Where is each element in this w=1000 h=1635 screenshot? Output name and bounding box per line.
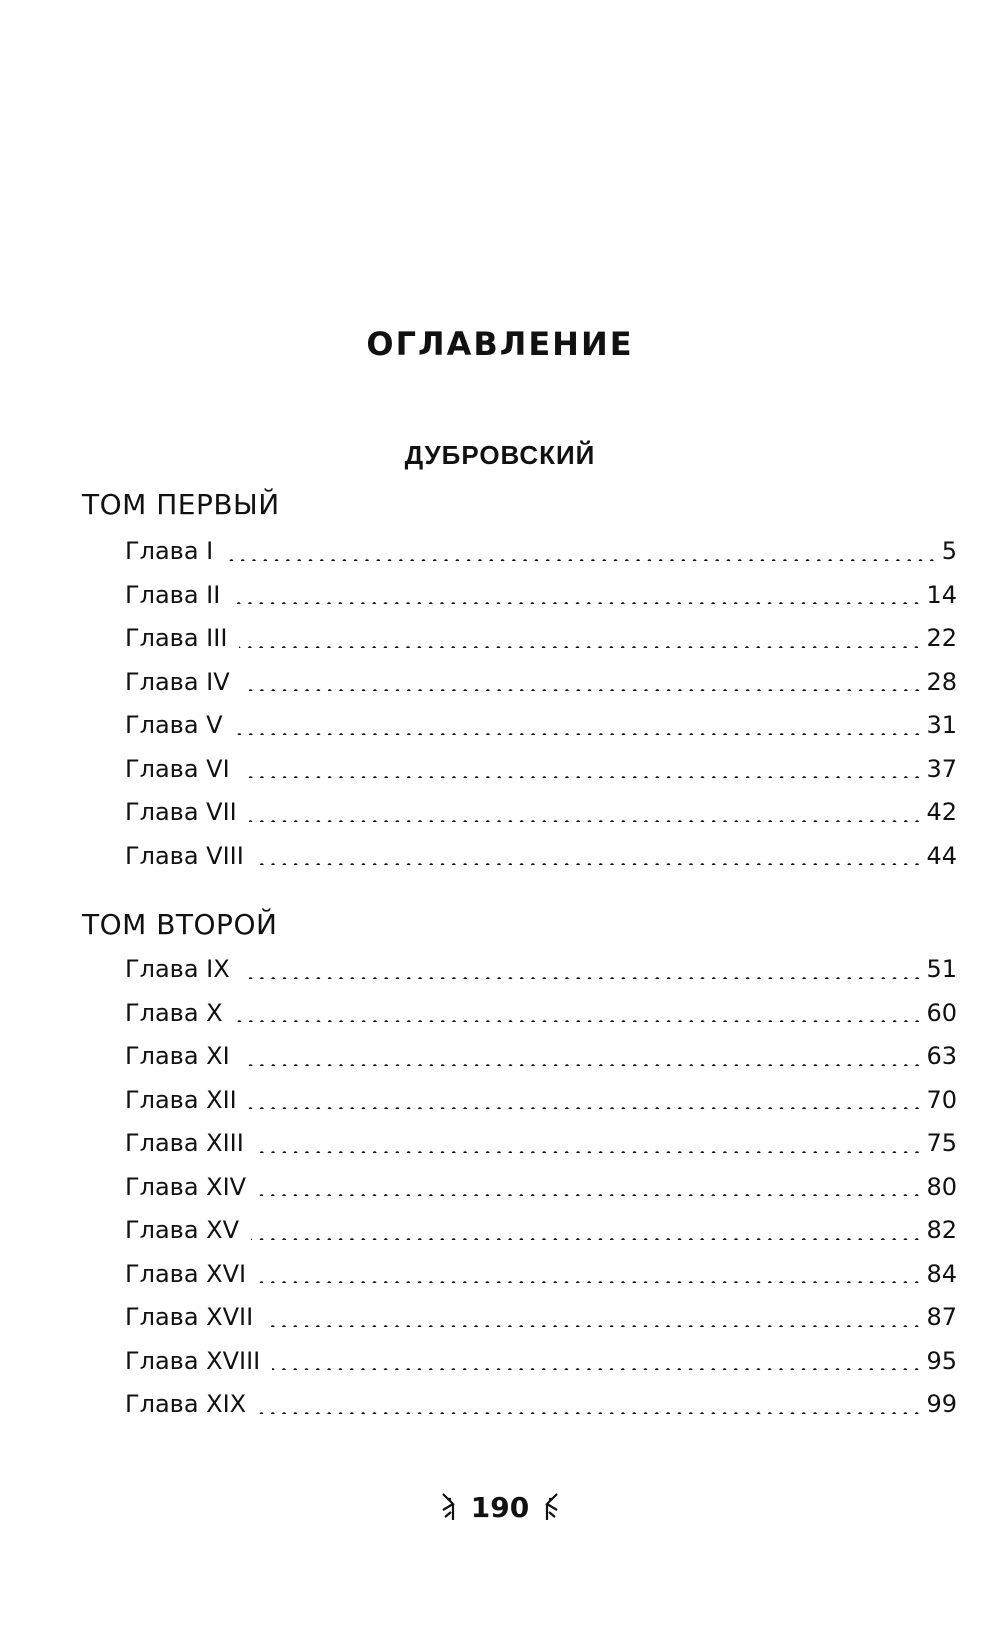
toc-entry — [125, 1340, 957, 1384]
dot-leader — [242, 973, 923, 979]
toc-entry — [125, 1035, 957, 1079]
toc-entry — [125, 1383, 957, 1427]
dot-leader — [258, 1277, 922, 1283]
chapter-label: Глава XIV — [125, 1172, 247, 1201]
toc-entry — [125, 948, 957, 992]
volume-2-title: ТОМ ВТОРОЙ — [82, 908, 278, 941]
volume-1-title: ТОМ ПЕРВЫЙ — [82, 488, 280, 521]
chapter-page-number: 75 — [926, 1129, 957, 1157]
chapter-page-number: 60 — [926, 998, 957, 1027]
toc-entry — [125, 661, 957, 705]
chapter-page-number: 82 — [926, 1216, 957, 1244]
dot-leader — [225, 555, 937, 561]
dot-leader — [249, 1103, 923, 1109]
chapter-label: Глава XV — [125, 1216, 240, 1244]
dot-leader — [256, 1147, 923, 1153]
chapter-label: Глава XIX — [125, 1390, 247, 1418]
volume-1-chapter-list — [125, 530, 957, 878]
folio-ornament-right-icon — [539, 1490, 559, 1524]
chapter-page-number: 95 — [926, 1346, 957, 1375]
dot-leader — [249, 816, 923, 822]
chapter-page-number: 37 — [926, 754, 957, 783]
chapter-label: Глава III — [125, 624, 228, 652]
dot-leader — [256, 859, 923, 865]
dot-leader — [232, 598, 922, 604]
dot-leader — [265, 1321, 922, 1327]
chapter-label: Глава VII — [125, 798, 237, 826]
chapter-page-number: 14 — [926, 580, 957, 609]
chapter-label: Глава IX — [125, 955, 230, 983]
chapter-page-number: 31 — [926, 711, 957, 739]
toc-entry — [125, 1122, 957, 1166]
toc-entry — [125, 1209, 957, 1253]
chapter-page-number: 5 — [941, 537, 957, 565]
toc-entry — [125, 992, 957, 1036]
toc-entry — [125, 1166, 957, 1210]
chapter-label: Глава XIII — [125, 1129, 244, 1157]
chapter-label: Глава IV — [125, 667, 230, 696]
page-number: 190 — [470, 1490, 530, 1524]
dot-leader — [235, 1016, 923, 1022]
chapter-page-number: 84 — [926, 1259, 957, 1288]
chapter-label: Глава VI — [125, 754, 230, 783]
chapter-page-number: 44 — [926, 841, 957, 870]
dot-leader — [235, 729, 923, 735]
dot-leader — [242, 1060, 923, 1066]
chapter-page-number: 28 — [926, 667, 957, 696]
chapter-page-number: 63 — [926, 1042, 957, 1070]
dot-leader — [251, 1234, 922, 1240]
dot-leader — [242, 772, 923, 778]
page-footer — [0, 1490, 1000, 1524]
toc-entry — [125, 1296, 957, 1340]
dot-leader — [258, 1190, 922, 1196]
chapter-label: Глава V — [125, 711, 223, 739]
chapter-page-number: 51 — [926, 955, 957, 983]
chapter-page-number: 99 — [926, 1390, 957, 1418]
folio-ornament-left-icon — [441, 1490, 461, 1524]
chapter-label: Глава I — [125, 537, 214, 565]
chapter-label: Глава VIII — [125, 841, 244, 870]
toc-entry — [125, 748, 957, 792]
chapter-label: Глава XI — [125, 1042, 230, 1070]
chapter-label: Глава XVII — [125, 1303, 254, 1331]
chapter-label: Глава X — [125, 998, 223, 1027]
chapter-label: Глава II — [125, 580, 221, 609]
dot-leader — [239, 642, 922, 648]
chapter-label: Глава XII — [125, 1085, 237, 1114]
toc-entry — [125, 704, 957, 748]
chapter-page-number: 42 — [926, 798, 957, 826]
dot-leader — [272, 1364, 922, 1370]
chapter-page-number: 80 — [926, 1172, 957, 1201]
chapter-page-number: 70 — [926, 1085, 957, 1114]
toc-entry — [125, 617, 957, 661]
chapter-label: Глава XVIII — [125, 1346, 261, 1375]
toc-entry — [125, 574, 957, 618]
toc-entry — [125, 530, 957, 574]
chapter-page-number: 22 — [926, 624, 957, 652]
work-title: ДУБРОВСКИЙ — [404, 440, 596, 470]
page-title: ОГЛАВЛЕНИЕ — [366, 325, 634, 363]
dot-leader — [258, 1408, 922, 1414]
toc-entry — [125, 835, 957, 879]
toc-entry — [125, 1079, 957, 1123]
dot-leader — [242, 685, 923, 691]
toc-entry — [125, 791, 957, 835]
chapter-page-number: 87 — [926, 1303, 957, 1331]
chapter-label: Глава XVI — [125, 1259, 247, 1288]
toc-entry — [125, 1253, 957, 1297]
volume-2-chapter-list — [125, 948, 957, 1427]
